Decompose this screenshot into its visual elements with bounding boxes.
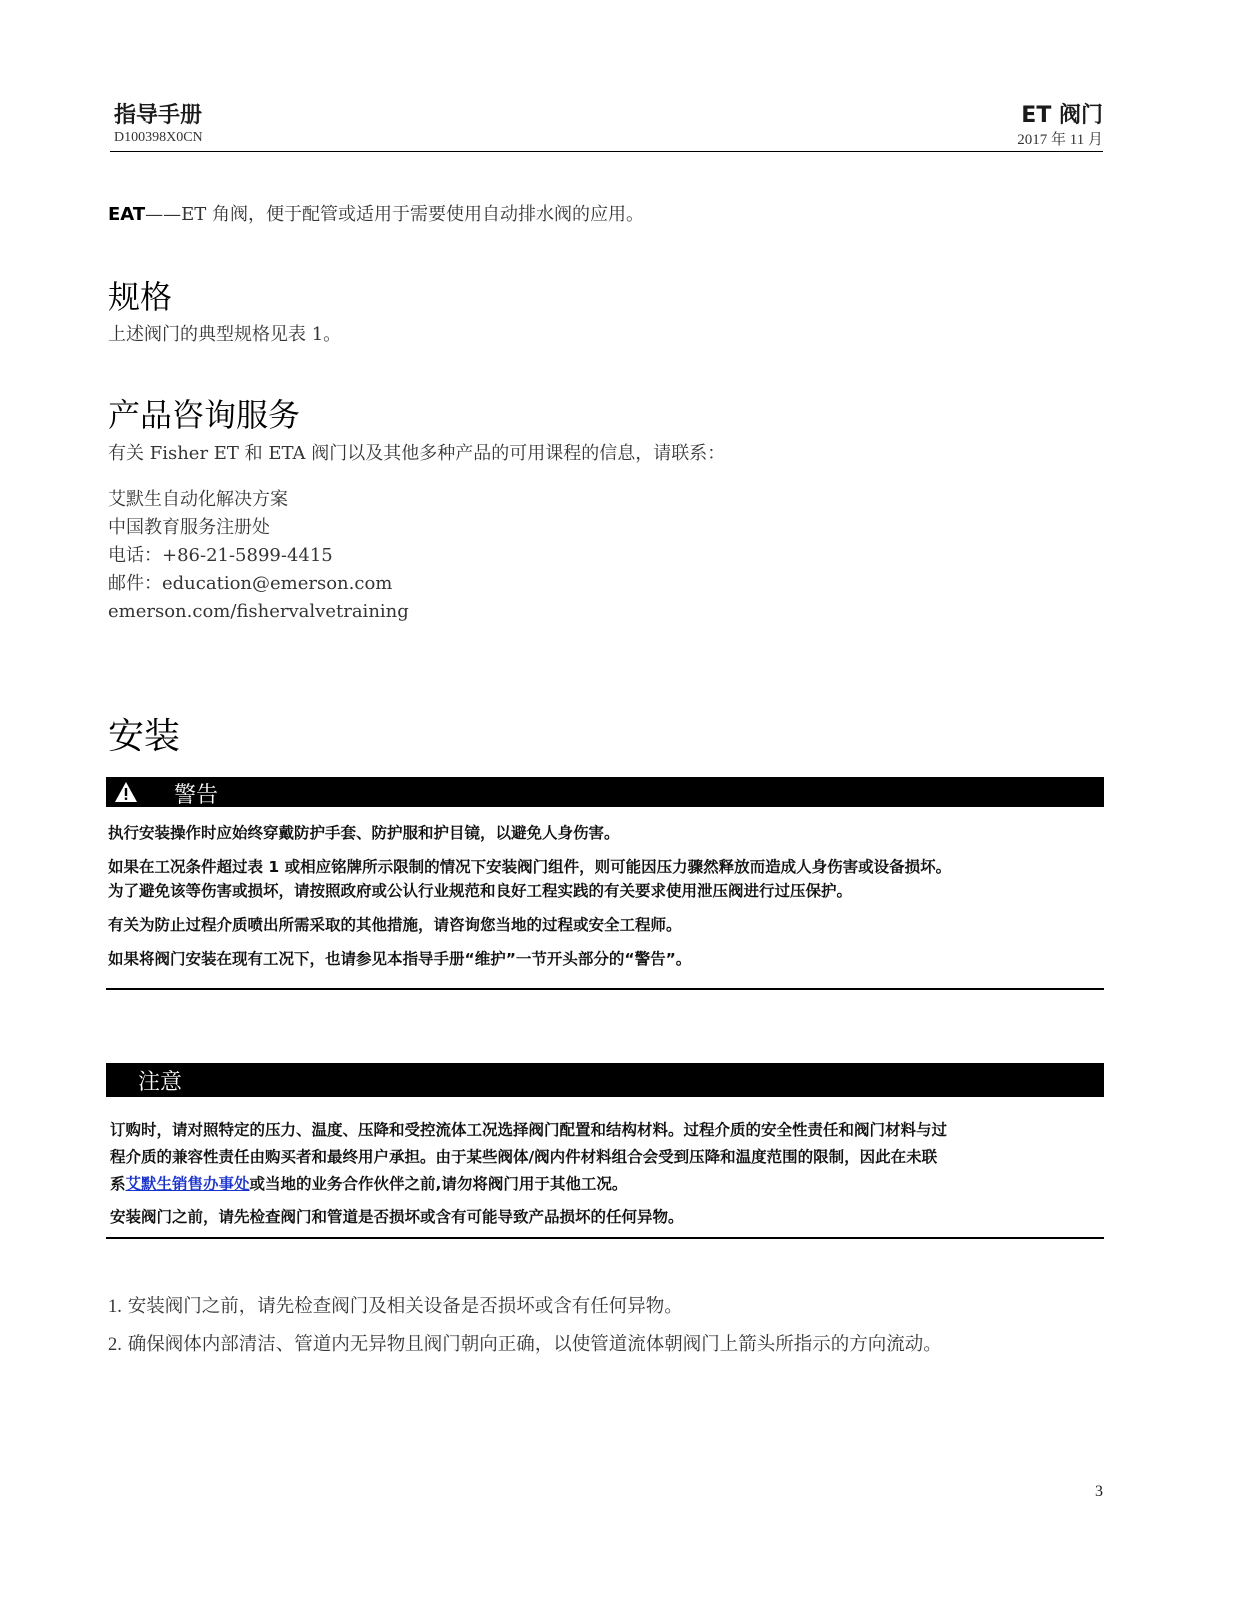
step-number: 1. [108, 1297, 122, 1317]
manual-title: 指导手册 [114, 103, 203, 128]
consulting-text: 有关 Fisher ET 和 ETA 阀门以及其他多种产品的可用课程的信息，请联系： [108, 443, 726, 464]
contact-phone: 电话：+86-21-5899-4415 [108, 545, 333, 566]
warning-para-3: 有关为防止过程介质喷出所需采取的其他措施，请咨询您当地的过程或安全工程师。 [108, 916, 682, 934]
specs-heading: 规格 [108, 278, 173, 316]
specs-text: 上述阀门的典型规格见表 1。 [108, 324, 342, 345]
caution-para-1 [110, 1117, 1105, 1198]
warning-content [108, 821, 1103, 981]
warning-label: 警告 [174, 783, 219, 808]
caution-bottom-rule [106, 1237, 1104, 1239]
install-heading: 安装 [108, 716, 181, 757]
contact-office: 中国教育服务注册处 [108, 517, 270, 538]
caution-line-3-suffix: 或当地的业务合作伙伴之前,请勿将阀门用于其他工况。 [249, 1175, 628, 1193]
warning-triangle-icon [114, 781, 138, 803]
warning-para-2 [108, 855, 1103, 903]
eat-label: EAT [108, 204, 146, 225]
caution-label: 注意 [138, 1070, 183, 1095]
caution-line-3-prefix: 系 [110, 1175, 126, 1193]
warning-para-2a: 如果在工况条件超过表 1 或相应铭牌所示限制的情况下安装阀门组件，则可能因压力骤然释放而造成人身伤害或设备损坏。 [108, 858, 952, 876]
warning-para-2b: 为了避免该等伤害或损坏，请按照政府或公认行业规范和良好工程实践的有关要求使用泄压阀进行过压保护。 [108, 882, 853, 900]
eat-text: ——ET 角阀，便于配管或适用于需要使用自动排水阀的应用。 [145, 204, 644, 225]
step-text: 确保阀体内部清洁、管道内无异物且阀门朝向正确，以使管道流体朝阀门上箭头所指示的方向流动。 [127, 1334, 942, 1355]
step-number: 2. [108, 1335, 122, 1355]
contact-email: 邮件：education@emerson.com [108, 573, 393, 594]
caution-bar [106, 1063, 1104, 1097]
list-item [108, 1326, 942, 1364]
warning-para-4: 如果将阀门安装在现有工况下，也请参见本指导手册“维护”一节开头部分的“警告”。 [108, 950, 692, 968]
product-name: ET 阀门 [1021, 103, 1103, 128]
caution-line-1: 订购时，请对照特定的压力、温度、压降和受控流体工况选择阀门配置和结构材料。过程介质的安全性责任和阀门材料与过 [110, 1121, 948, 1139]
contact-block [108, 486, 409, 626]
consulting-heading: 产品咨询服务 [108, 396, 301, 434]
list-item [108, 1288, 942, 1326]
caution-line-3 [110, 1171, 1105, 1198]
warning-bar [106, 777, 1104, 807]
caution-line-2: 程介质的兼容性责任由购买者和最终用户承担。由于某些阀体/阀内件材料组合会受到压降和温度范围的限制，因此在未联 [110, 1148, 938, 1166]
eat-description [108, 200, 644, 226]
warning-para-1: 执行安装操作时应始终穿戴防护手套、防护服和护目镜，以避免人身伤害。 [108, 824, 620, 842]
install-steps [108, 1288, 942, 1364]
page-number: 3 [1095, 1483, 1103, 1500]
caution-para-2: 安装阀门之前，请先检查阀门和管道是否损坏或含有可能导致产品损坏的任何异物。 [110, 1208, 684, 1226]
header-divider [110, 151, 1103, 152]
step-text: 安装阀门之前，请先检查阀门及相关设备是否损坏或含有任何异物。 [127, 1296, 683, 1317]
document-code: D100398X0CN [114, 130, 203, 145]
contact-company: 艾默生自动化解决方案 [108, 489, 288, 510]
contact-website: emerson.com/fishervalvetraining [108, 601, 409, 622]
publication-date: 2017 年 11 月 [1017, 132, 1103, 148]
caution-content [110, 1117, 1105, 1241]
emerson-sales-office-link[interactable]: 艾默生销售办事处 [125, 1175, 250, 1193]
warning-bottom-rule [106, 988, 1104, 990]
